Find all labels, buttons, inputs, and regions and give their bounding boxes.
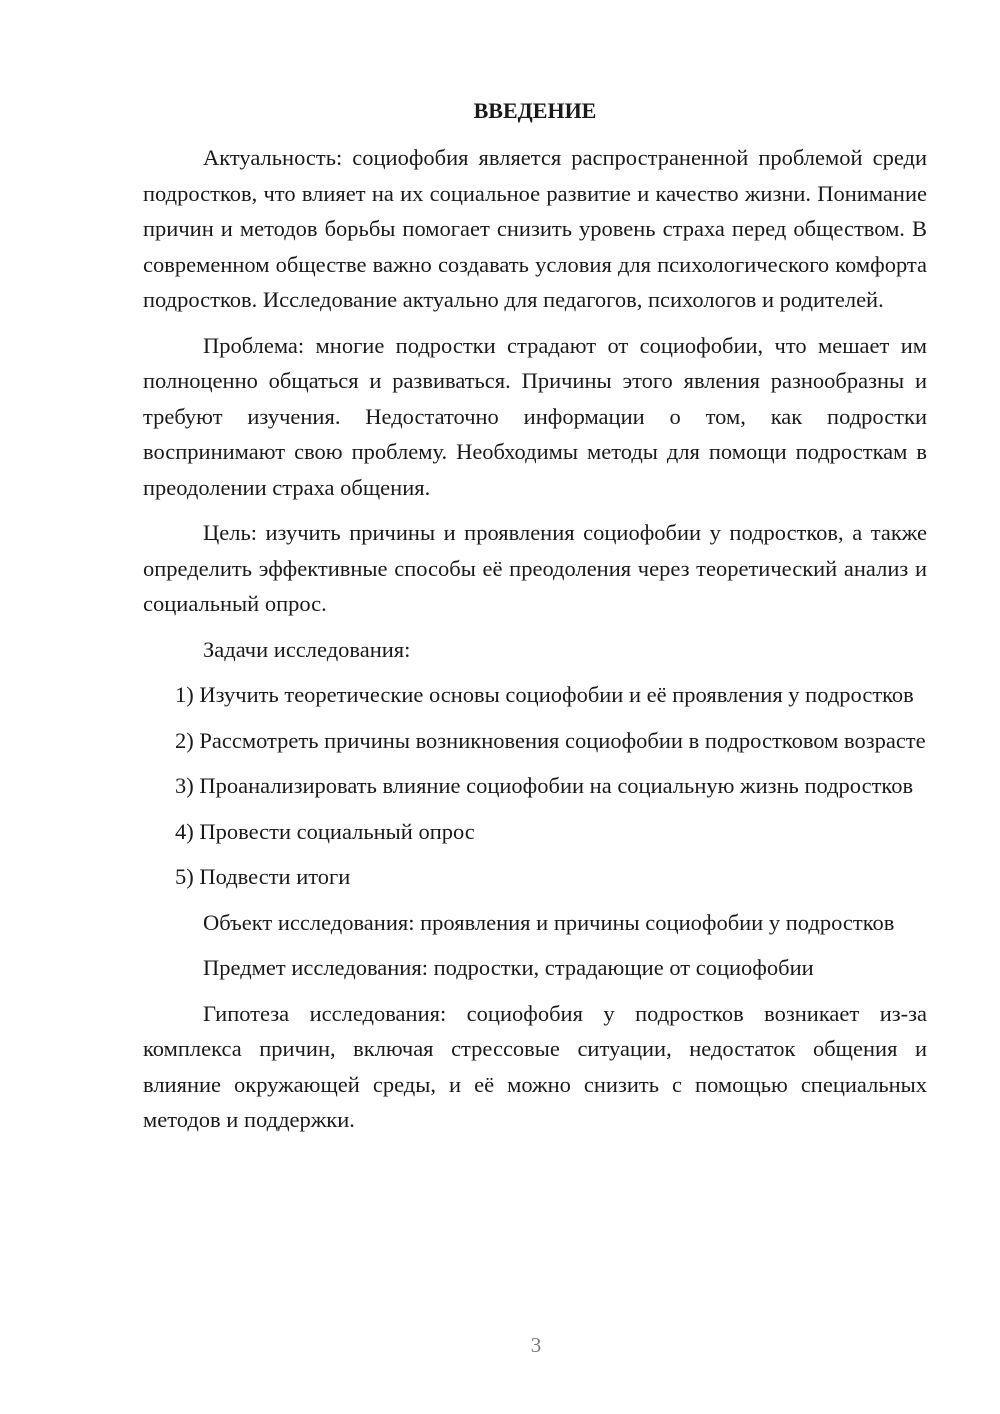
object-paragraph: Объект исследования: проявления и причины социофобии у подростков (203, 909, 895, 935)
tasks-heading: Задачи исследования: (203, 636, 411, 662)
page-content (143, 96, 927, 1148)
task-item: 1) Изучить теоретические основы социофобии и её проявления у подростков (175, 682, 914, 707)
page-number: 3 (530, 1333, 542, 1357)
problem-paragraph: Проблема: многие подростки страдают от социофобии, что мешает им полноценно общаться и развиваться. Причины этого явления разнообразны и требуют изучения. Недостаточно информации о том, как подростки воспринимают свою проблему. Необходимы методы для помощи подросткам в преодолении страха общения. (143, 332, 927, 500)
relevance-paragraph: Актуальность: социофобия является распространенной проблемой среди подростков, что влияет на их социальное развитие и качество жизни. Понимание причин и методов борьбы помогает снизить уровень страха перед обществом. В современном обществе важно создавать условия для психологического комфорта подростков. Исследование актуально для педагогов, психологов и родителей. (143, 145, 927, 312)
task-item: 5) Подвести итоги (175, 864, 351, 889)
task-item: 2) Рассмотреть причины возникновения социофобии в подростковом возрасте (175, 727, 926, 753)
hypothesis-paragraph: Гипотеза исследования: социофобия у подростков возникает из-за комплекса причин, включая стрессовые ситуации, недостаток общения и влияние окружающей среды, и её можно снизить с помощью специальных методов и поддержки. (143, 1000, 927, 1132)
section-title: ВВЕДЕНИЕ (473, 98, 597, 123)
goal-paragraph: Цель: изучить причины и проявления социофобии у подростков, а также определить эффективные способы её преодоления через теоретический анализ и социальный опрос. (143, 520, 927, 616)
subject-paragraph: Предмет исследования: подростки, страдающие от социофобии (203, 955, 814, 980)
task-item: 4) Провести социальный опрос (175, 818, 475, 844)
task-item: 3) Проанализировать влияние социофобии на социальную жизнь подростков (175, 773, 914, 798)
